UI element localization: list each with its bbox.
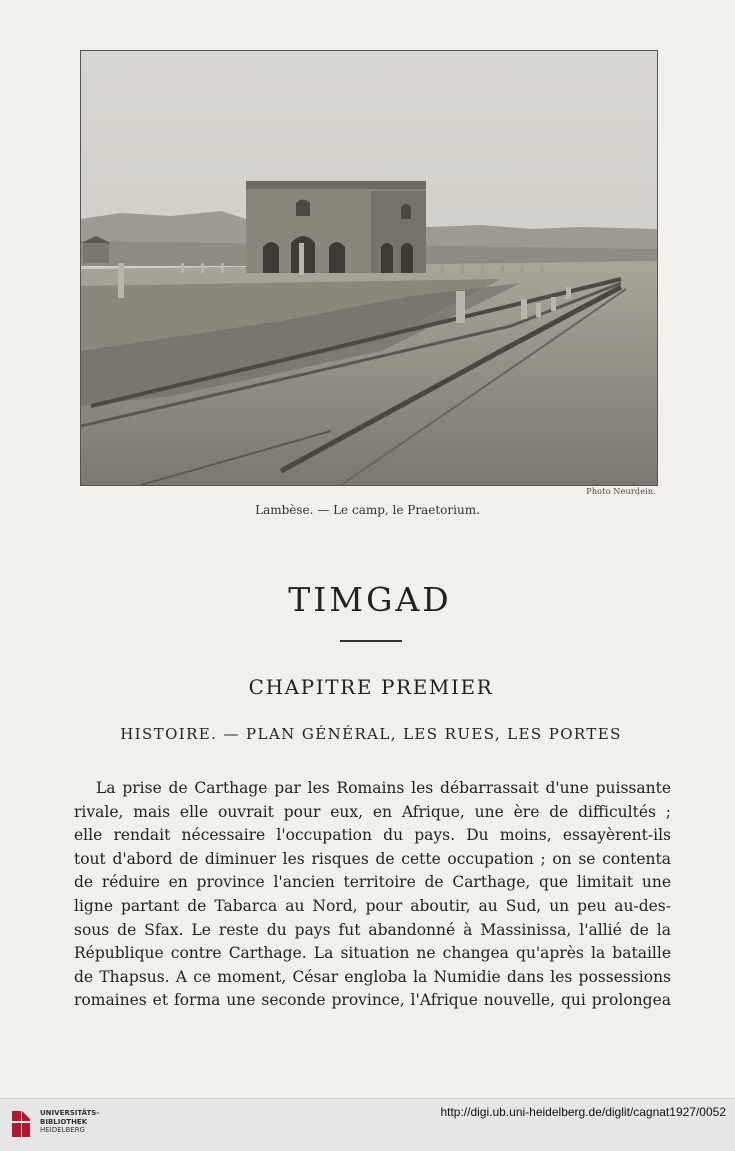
text-line: elle rendait nécessaire l'occupation du pays. Du moins, essayèrent-ils <box>74 826 671 845</box>
body-paragraph <box>74 777 671 1013</box>
source-url-link[interactable]: http://digi.ub.uni-heidelberg.de/diglit/cagnat1927/0052 <box>440 1105 726 1119</box>
library-logo-text <box>40 1109 99 1135</box>
text-line: ligne partant de Tabarca au Nord, pour aboutir, au Sud, un peu au-des- <box>74 896 671 915</box>
title-rule <box>340 640 402 642</box>
chapter-subtitle: HISTOIRE. — PLAN GÉNÉRAL, LES RUES, LES PORTES <box>120 725 622 743</box>
figure-caption: Lambèse. — Le camp, le Praetorium. <box>255 503 480 517</box>
text-line: de Thapsus. A ce moment, César engloba la Numidie dans les possessions <box>74 967 671 986</box>
text-line: de réduire en province l'ancien territoire de Carthage, que limitait une <box>74 873 671 892</box>
logo-line: UNIVERSITÄTS- <box>40 1109 100 1117</box>
logo-line: BIBLIOTHEK <box>40 1117 88 1126</box>
text-line: tout d'abord de diminuer les risques de cette occupation ; on se contenta <box>74 849 671 868</box>
logo-line: HEIDELBERG <box>40 1126 85 1134</box>
text-line: rivale, mais elle ouvrait pour eux, en Afrique, une ère de difficultés ; <box>74 802 671 821</box>
page-title: TIMGAD <box>288 580 452 619</box>
praetorium-photo <box>80 50 658 486</box>
text-line: La prise de Carthage par les Romains les débarrassait d'une puissante <box>96 779 671 797</box>
library-logo-icon <box>8 1107 34 1141</box>
library-footer <box>0 1098 735 1151</box>
text-line: République contre Carthage. La situation ne changea qu'après la bataille <box>74 944 671 963</box>
chapter-heading: CHAPITRE PREMIER <box>248 675 494 699</box>
text-line: romaines et forma une seconde province, l'Afrique nouvelle, qui prolongea <box>74 991 671 1010</box>
text-line: sous de Sfax. Le reste du pays fut abandonné à Massinissa, l'allié de la <box>74 920 671 939</box>
photo-credit: Photo Neurdein. <box>586 487 656 496</box>
